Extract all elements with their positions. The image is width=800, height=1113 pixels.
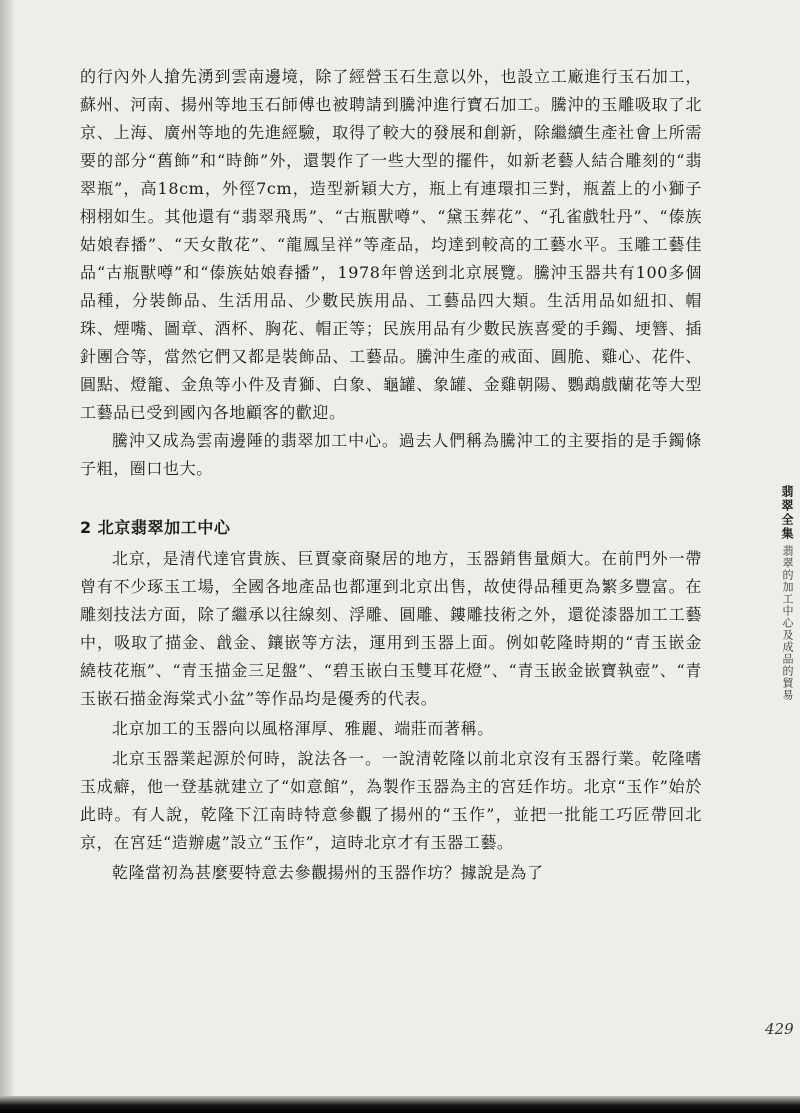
page-binding-shadow [0,0,14,1113]
paragraph-tengchong-center: 騰沖又成為雲南邊陲的翡翠加工中心。過去人們稱為騰沖工的主要指的是手鐲條子粗，圈口也大。 [80,431,702,478]
side-book-title: 翡翠全集 [780,485,794,541]
paragraph-tengchong-jade-carving: 的行內外人搶先湧到雲南邊境，除了經營玉石生意以外，也設立工廠進行玉石加工，蘇州、河南、揚州等地玉石師傅也被聘請到騰沖進行寶石加工。騰沖的玉雕吸取了北京、上海、廣州等地的先進經驗，取得了較大的發展和創新，除繼續生產社會上所需要的部分“舊飾”和“時飾”外，還製作了一些大型的擺件，如新老藝人結合雕刻的“翡翠瓶”，高18cm，外徑7cm，造型新穎大方，瓶上有連環扣三對，瓶蓋上的小獅子栩栩如生。其他還有“翡翠飛馬”、“古瓶獸噂”、“黛玉葬花”、“孔雀戲牡丹”、“傣族姑娘舂播”、“天女散花”、“龍鳳呈祥”等產品，均達到較高的工藝水平。玉雕工藝佳品“古瓶獸噂”和“傣族姑娘舂播”，1978年曾送到北京展覽。騰沖玉器共有100多個品種，分裝飾品、生活用品、少數民族用品、工藝品四大類。生活用品如紐扣、帽珠、煙嘴、圖章、酒杯、胸花、帽正等；民族用品有少數民族喜愛的手鐲、埂簪、插針團合等，當然它們又都是裝飾品、工藝品。騰沖生產的戒面、圓脆、雞心、花件、圓點、燈籠、金魚等小件及青獅、白象、龜罐、象罐、金雞朝陽、鸚鵡戲蘭花等大型工藝品已受到國內各地顧客的歡迎。 [80,67,702,422]
scan-bottom-edge [0,1096,800,1113]
section-heading [80,514,702,542]
paragraph-beijing-market: 北京，是清代達官貴族、巨賈豪商聚居的地方，玉器銷售量頗大。在前門外一帶曾有不少琢玉工場，全國各地產品也都運到北京出售，故使得品種更為繁多豐富。在雕刻技法方面，除了繼承以往線刻、浮雕、圓雕、鏤雕技術之外，還從漆器加工工藝中，吸取了描金、戧金、鑲嵌等方法，運用到玉器上面。例如乾隆時期的“青玉嵌金繞枝花瓶”、“青玉描金三足盤”、“碧玉嵌白玉雙耳花燈”、“青玉嵌金嵌寶執壺”、“青玉嵌石描金海棠式小盆”等作品均是優秀的代表。 [80,549,702,708]
paragraph-qianlong-question: 乾隆當初為甚麼要特意去參觀揚州的玉器作坊？據說是為了 [112,863,544,882]
side-chapter-title: 翡翠的加工中心及成品的貿易 [781,545,794,701]
paragraph-beijing-origin: 北京玉器業起源於何時，說法各一。一說清乾隆以前北京沒有玉器行業。乾隆嗜玉成癖，他一登基就建立了“如意館”，為製作玉器為主的宮廷作坊。北京“玉作”始於此時。有人說，乾隆下江南時特意參觀了揚州的“玉作”，並把一批能工巧匠帶回北京，在宮廷“造辦處”設立“玉作”，這時北京才有玉器工藝。 [80,749,702,852]
page-number: 429 [765,1020,794,1038]
section-title: 北京翡翠加工中心 [97,518,231,537]
paragraph-beijing-style: 北京加工的玉器向以風格渾厚、雅麗、端莊而著稱。 [112,719,494,738]
section-number: 2 [80,518,92,537]
running-side-title [777,485,797,701]
main-text-column [80,63,702,887]
